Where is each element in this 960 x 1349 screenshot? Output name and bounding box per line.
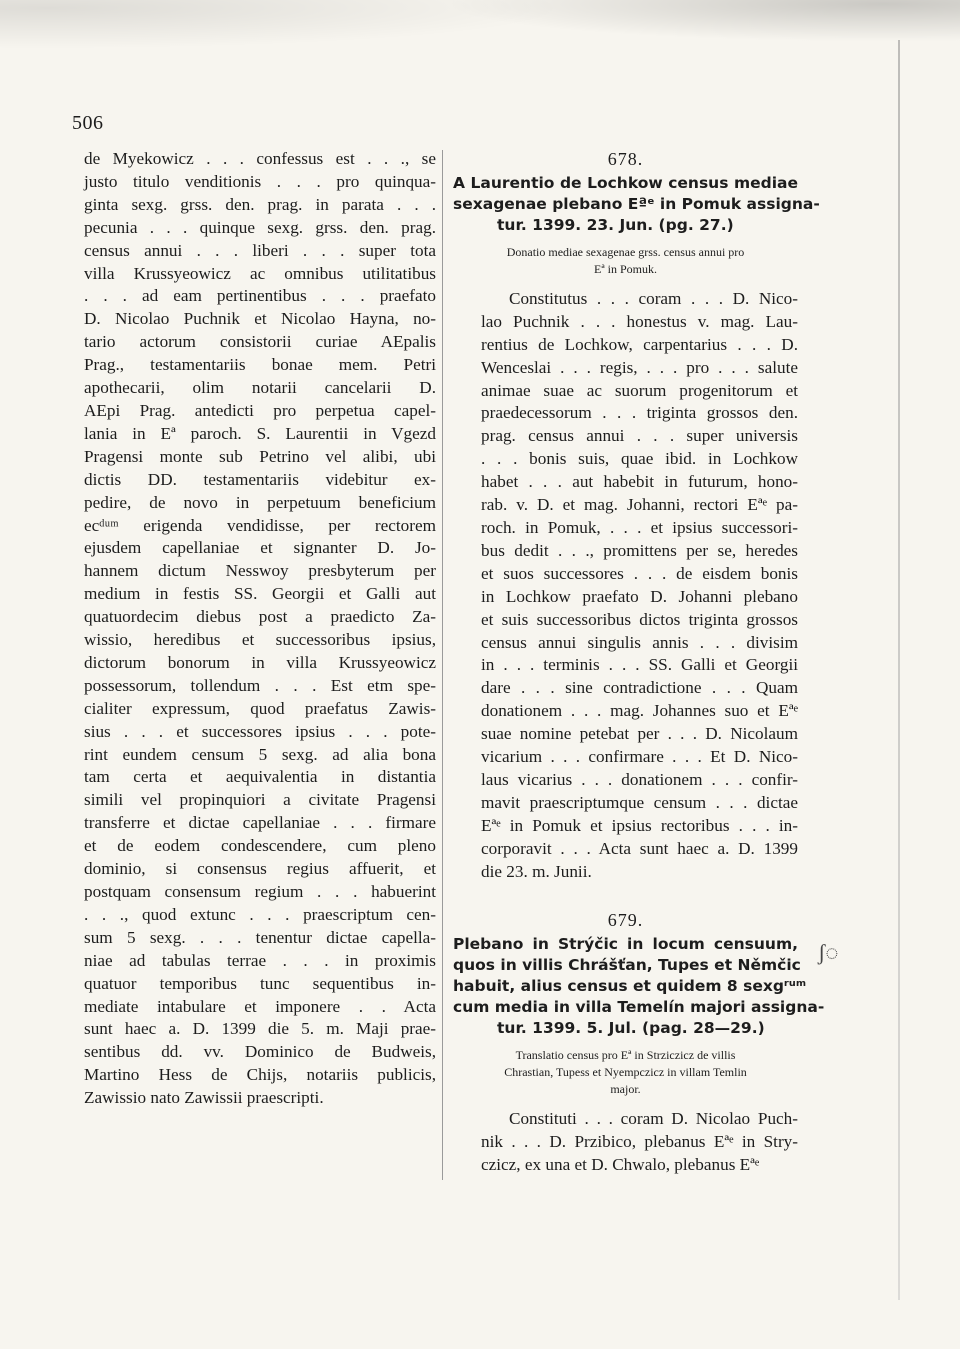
title-line: tur. 1399. 23. Jun. (pg. 27.) [497, 215, 734, 234]
title-line: sexagenae plebano Eªᵉ in Pomuk assigna- [453, 194, 820, 213]
title-line: A Laurentio de Lochkow census mediae [453, 173, 798, 192]
entry-title-679 [453, 934, 825, 1039]
title-line: tur. 1399. 5. Jul. (pag. 28—29.) [497, 1019, 765, 1038]
text-line: animae suae ac suorum progenitorum et [481, 380, 798, 400]
text-line: bus dedit . . ., promittens per se, heredes [481, 540, 798, 560]
page-edge-shadow [898, 40, 900, 1300]
entry-summary-678 [457, 244, 794, 278]
text-line: pedire, de novo in perpetuum beneficium [84, 492, 436, 512]
text-line: vicarium . . . confirmare . . . Et D. Nico- [481, 747, 798, 767]
text-line: in . . . terminis . . . SS. Galli et Georgii [481, 655, 798, 675]
text-line: AEpi Prag. antedicti pro perpetua capel- [84, 400, 436, 420]
text-line: czicz, ex una et D. Chwalo, plebanus Eªᵉ [481, 1155, 760, 1175]
text-line: corporavit . . . Acta sunt haec a. D. 1399 [481, 838, 798, 858]
text-line: in Lochkow praefato D. Johanni plebano [481, 586, 798, 606]
text-line: . . . bonis suis, quae ibid. in Lochkow [481, 449, 798, 469]
title-line: quos in villis Chrášťan, Tupes et Němčic [453, 956, 801, 975]
text-line: die 23. m. Junii. [481, 861, 592, 881]
margin-pencil-mark: ʃ◌ [818, 940, 839, 965]
text-line: wissio, heredibus et successoribus ipsius, [84, 630, 436, 650]
column-divider [442, 150, 443, 1180]
text-line: et suis successoribus dictos triginta grossos [481, 609, 798, 629]
text-line: census annui . . . liberi . . . super tota [84, 240, 436, 260]
text-line: . . . ad eam pertinentibus . . . praefato [84, 286, 436, 306]
title-line: habuit, alius census et quidem 8 sexgʳᵘᵐ [453, 977, 807, 996]
text-line: cialiter expressum, quod praefatus Zawis- [84, 698, 436, 718]
text-line: sentibus dd. vv. Dominico de Budweis, [84, 1042, 436, 1062]
text-line: laus vicarius . . . donationem . . . confir- [481, 769, 798, 789]
text-line: ejusdem capellaniae et signanter D. Jo- [84, 538, 436, 558]
text-line: pecunia . . . quinque sexg. grss. den. prag. [84, 217, 436, 237]
text-line: tario actorum consistorii curiae AEpalis [84, 332, 436, 352]
text-line: quatuor temporibus tunc sequentibus in- [84, 973, 436, 993]
text-line: rentius de Lochkow, carpentarius . . . D. [481, 334, 798, 354]
text-line: roch. in Pomuk, . . . et ipsius successori- [481, 517, 798, 537]
summary-line: major. [610, 1082, 641, 1097]
text-line: niae ad tabulas terrae . . . in proximis [84, 950, 436, 970]
page-number: 506 [72, 112, 104, 134]
text-line: mavit praescriptumque censum . . . dictae [481, 792, 798, 812]
text-line: sum 5 sexg. . . . tenentur dictae capella- [84, 927, 436, 947]
text-line: dare . . . sine contradictione . . . Quam [481, 678, 798, 698]
text-line: Constitutus . . . coram . . . D. Nico- [509, 288, 798, 308]
text-line: et de eodem condescendere, cum pleno [84, 836, 436, 856]
text-line: D. Nicolao Puchnik et Nicolao Hayna, no- [84, 309, 436, 329]
text-line: Martino Hess de Chijs, notariis publicis, [84, 1065, 436, 1085]
text-line: apothecarii, olim notarii cancelarii D. [84, 378, 436, 398]
text-line: dictorum bonorum in villa Krussyeowicz [84, 652, 436, 672]
entry-number-678: 678. [607, 149, 644, 169]
text-line: nik . . . D. Przibico, plebanus Eªᵉ in Stry- [481, 1132, 798, 1152]
text-line: habet . . . aut habebit in futurum, hono- [481, 472, 798, 492]
summary-line: Eª in Pomuk. [594, 261, 657, 276]
text-line: de Myekowicz . . . confessus est . . ., se [84, 149, 436, 168]
text-line: Wenceslai . . . regis, . . . pro . . . salute [481, 357, 798, 377]
summary-line: Donatio mediae sexagenae grss. census annui pro [506, 244, 745, 259]
text-line: simili vel propinquiori a civitate Pragensi [84, 790, 436, 810]
entry-title-678 [453, 173, 820, 236]
text-line: rab. v. D. et mag. Johanni, rectori Eªᵉ pa- [481, 495, 798, 515]
entry-summary-679 [457, 1047, 794, 1098]
text-line: Prag., testamentariis bonae mem. Petri [84, 355, 436, 375]
text-line: transferre et dictae capellaniae . . . firmare [84, 813, 436, 833]
text-line: rint eundem censum 5 sexg. ad alia bona [84, 744, 436, 764]
text-line: donationem . . . mag. Johannes suo et Eªᵉ [481, 701, 798, 721]
text-line: justo titulo venditionis . . . pro quinqua- [84, 171, 436, 191]
text-line: . . ., quod extunc . . . praescriptum cen- [84, 904, 436, 924]
text-line: postquam consensum regium . . . habuerint [84, 882, 436, 901]
text-line: mediate intabulare et imponere . . Acta [84, 996, 436, 1016]
text-line: suae nomine petebat per . . . D. Nicolaum [481, 724, 798, 744]
text-line: lao Puchnik . . . honestus v. mag. Lau- [481, 311, 798, 331]
text-line: Zawissio nato Zawissii praescripti. [84, 1088, 324, 1108]
text-line: tam certa et aequivalentia in distantia [84, 767, 436, 787]
text-line: possessorum, tollendum . . . Est etm spe- [84, 675, 436, 695]
entry-body-679 [453, 1108, 798, 1177]
text-line: villa Krussyeowicz ac omnibus utilitatibus [84, 263, 436, 283]
text-line: dominio, si consensus regius affuerit, et [84, 859, 436, 879]
entry-body-678 [453, 288, 798, 884]
text-line: sius . . . et successores ipsius . . . pote- [84, 721, 436, 741]
text-line: Pragensi monte sub Petrino vel alibi, ubi [84, 446, 436, 466]
text-line: dictis DD. testamentariis videbitur ex- [84, 469, 436, 489]
text-line: Eªᵉ in Pomuk et ipsius rectoribus . . . in- [481, 815, 798, 835]
text-line: ginta sexg. grss. den. prag. in parata . . . [84, 194, 436, 214]
title-line: Plebano in Strýčic in locum censuum, [453, 935, 798, 954]
text-line: ecᵈᵘᵐ erigenda vendidisse, per rectorem [84, 515, 436, 535]
summary-line: Chrastian, Tupess et Nyempczicz in villam Temlin [504, 1065, 747, 1080]
text-line: quatuordecim diebus post a praedicto Za- [84, 607, 436, 627]
text-line: medium in festis SS. Georgii et Galli aut [84, 584, 436, 604]
right-column [453, 148, 825, 1177]
text-line: hannem dictum Nesswoy presbyterum per [84, 561, 436, 581]
text-line: et suos successores . . . de eisdem bonis [481, 563, 798, 583]
text-line: praedecessorum . . . triginta grossos den. [481, 403, 798, 423]
text-line: census annui singulis annis . . . divisim [481, 632, 798, 652]
entry-number-679: 679. [607, 910, 644, 931]
left-column [84, 148, 436, 1110]
text-line: sunt haec a. D. 1399 die 5. m. Maji prae- [84, 1019, 436, 1039]
summary-line: Translatio census pro Eª in Strzicziсz de villis [515, 1048, 736, 1063]
title-line: cum media in villa Temelín majori assigna- [453, 998, 825, 1017]
text-line: Constituti . . . coram D. Nicolao Puch- [509, 1109, 798, 1129]
scan-artifact-top [0, 0, 960, 80]
text-line: prag. census annui . . . super universis [481, 426, 798, 446]
text-line: lania in Eª paroch. S. Laurentii in Vgezd [84, 423, 436, 443]
